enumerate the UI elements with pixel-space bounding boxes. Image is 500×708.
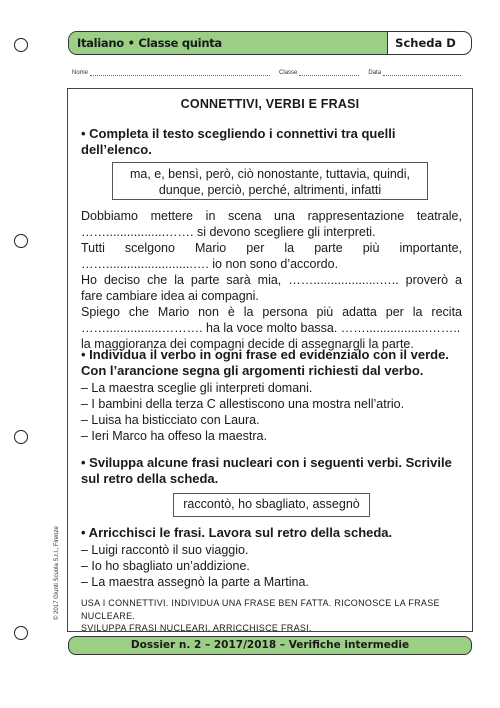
footer-bar: Dossier n. 2 – 2017/2018 – Verifiche intermedie bbox=[68, 636, 472, 655]
exercise-4-sentences bbox=[81, 542, 462, 590]
class-label: Classe bbox=[279, 70, 298, 76]
exercise-3-instruction: • Sviluppa alcune frasi nucleari con i seguenti verbi. Scrivile sul retro della scheda. bbox=[81, 455, 452, 486]
date-field[interactable] bbox=[383, 67, 461, 76]
subject-label: Italiano • Classe quinta bbox=[69, 32, 388, 54]
exercise-2-sentences bbox=[81, 380, 462, 444]
list-item: – Ieri Marco ha offeso la maestra. bbox=[81, 429, 267, 443]
text-line: …….........................…. io non sono d’accordo. bbox=[81, 257, 339, 271]
sheet-label: Scheda D bbox=[395, 36, 456, 50]
binder-hole bbox=[14, 234, 28, 248]
name-field[interactable] bbox=[90, 67, 270, 76]
student-info-row bbox=[72, 67, 472, 79]
class-field[interactable] bbox=[299, 67, 359, 76]
list-item: – Io ho sbagliato un’addizione. bbox=[81, 559, 250, 573]
connectives-list-line: ma, e, bensì, però, ciò nonostante, tuttavia, quindi, bbox=[129, 167, 411, 181]
list-item: – La maestra sceglie gli interpreti domani. bbox=[81, 381, 313, 395]
exercise-2-instruction: • Individua il verbo in ogni frase ed evidenzialo con il verde. Con l’arancione segna gli argomenti richiesti dal verbo. bbox=[81, 347, 449, 378]
date-label: Data bbox=[368, 70, 382, 76]
text-line: ……................………. ha la voce molto bassa. ……..................…….. bbox=[81, 321, 461, 335]
exercise-1-text bbox=[81, 208, 462, 352]
exercise-4-instruction: • Arricchisci le frasi. Lavora sul retro della scheda. bbox=[81, 525, 393, 540]
binder-hole bbox=[14, 626, 28, 640]
text-line: …….................……. si devono scegliere gli interpreti. bbox=[81, 225, 376, 239]
list-item: – Luigi raccontò il suo viaggio. bbox=[81, 543, 249, 557]
binder-hole bbox=[14, 38, 28, 52]
page-title: CONNETTIVI, VERBI E FRASI bbox=[180, 97, 360, 111]
list-item: – La maestra assegnò la parte a Martina. bbox=[81, 575, 309, 589]
connectives-list-line: dunque, perciò, perché, altrimenti, infatti bbox=[158, 183, 382, 197]
text-line: la maggioranza dei compagni decide di assegnargli la parte. bbox=[81, 337, 414, 351]
text-line: Tutti scelgono Mario per la parte più importante, bbox=[81, 241, 462, 255]
header-bar bbox=[68, 31, 472, 55]
binder-hole bbox=[14, 430, 28, 444]
copyright-note: © 2017 Giunti Scuola S.r.l., Firenze bbox=[54, 526, 60, 620]
text-line: fare cambiare idea ai compagni. bbox=[81, 289, 259, 303]
worksheet-panel bbox=[67, 88, 473, 632]
text-line: Spiego che Mario non è la persona più adatta per la recita bbox=[81, 305, 462, 319]
list-item: – I bambini della terza C allestiscono una mostra nell’atrio. bbox=[81, 397, 405, 411]
text-line: Dobbiamo mettere in scena una rappresentazione teatrale, bbox=[81, 209, 462, 223]
learning-objectives: USA I CONNETTIVI. INDIVIDUA UNA FRASE BEN FATTA. RICONOSCE LA FRASE NUCLEARE. SVILUPPA FRASI NUCLEARI. ARRICCHISCE FRASI. bbox=[81, 598, 440, 633]
list-item: – Luisa ha bisticciato con Laura. bbox=[81, 413, 260, 427]
connectives-list-box bbox=[112, 162, 428, 200]
verbs-box: raccontò, ho sbagliato, assegnò bbox=[173, 493, 370, 517]
name-label: Nome bbox=[72, 70, 89, 76]
exercise-1-instruction: • Completa il testo scegliendo i connettivi tra quelli dell’elenco. bbox=[81, 126, 396, 157]
text-line: Ho deciso che la parte sarà mia, ……...................….. proverò a bbox=[81, 273, 462, 287]
